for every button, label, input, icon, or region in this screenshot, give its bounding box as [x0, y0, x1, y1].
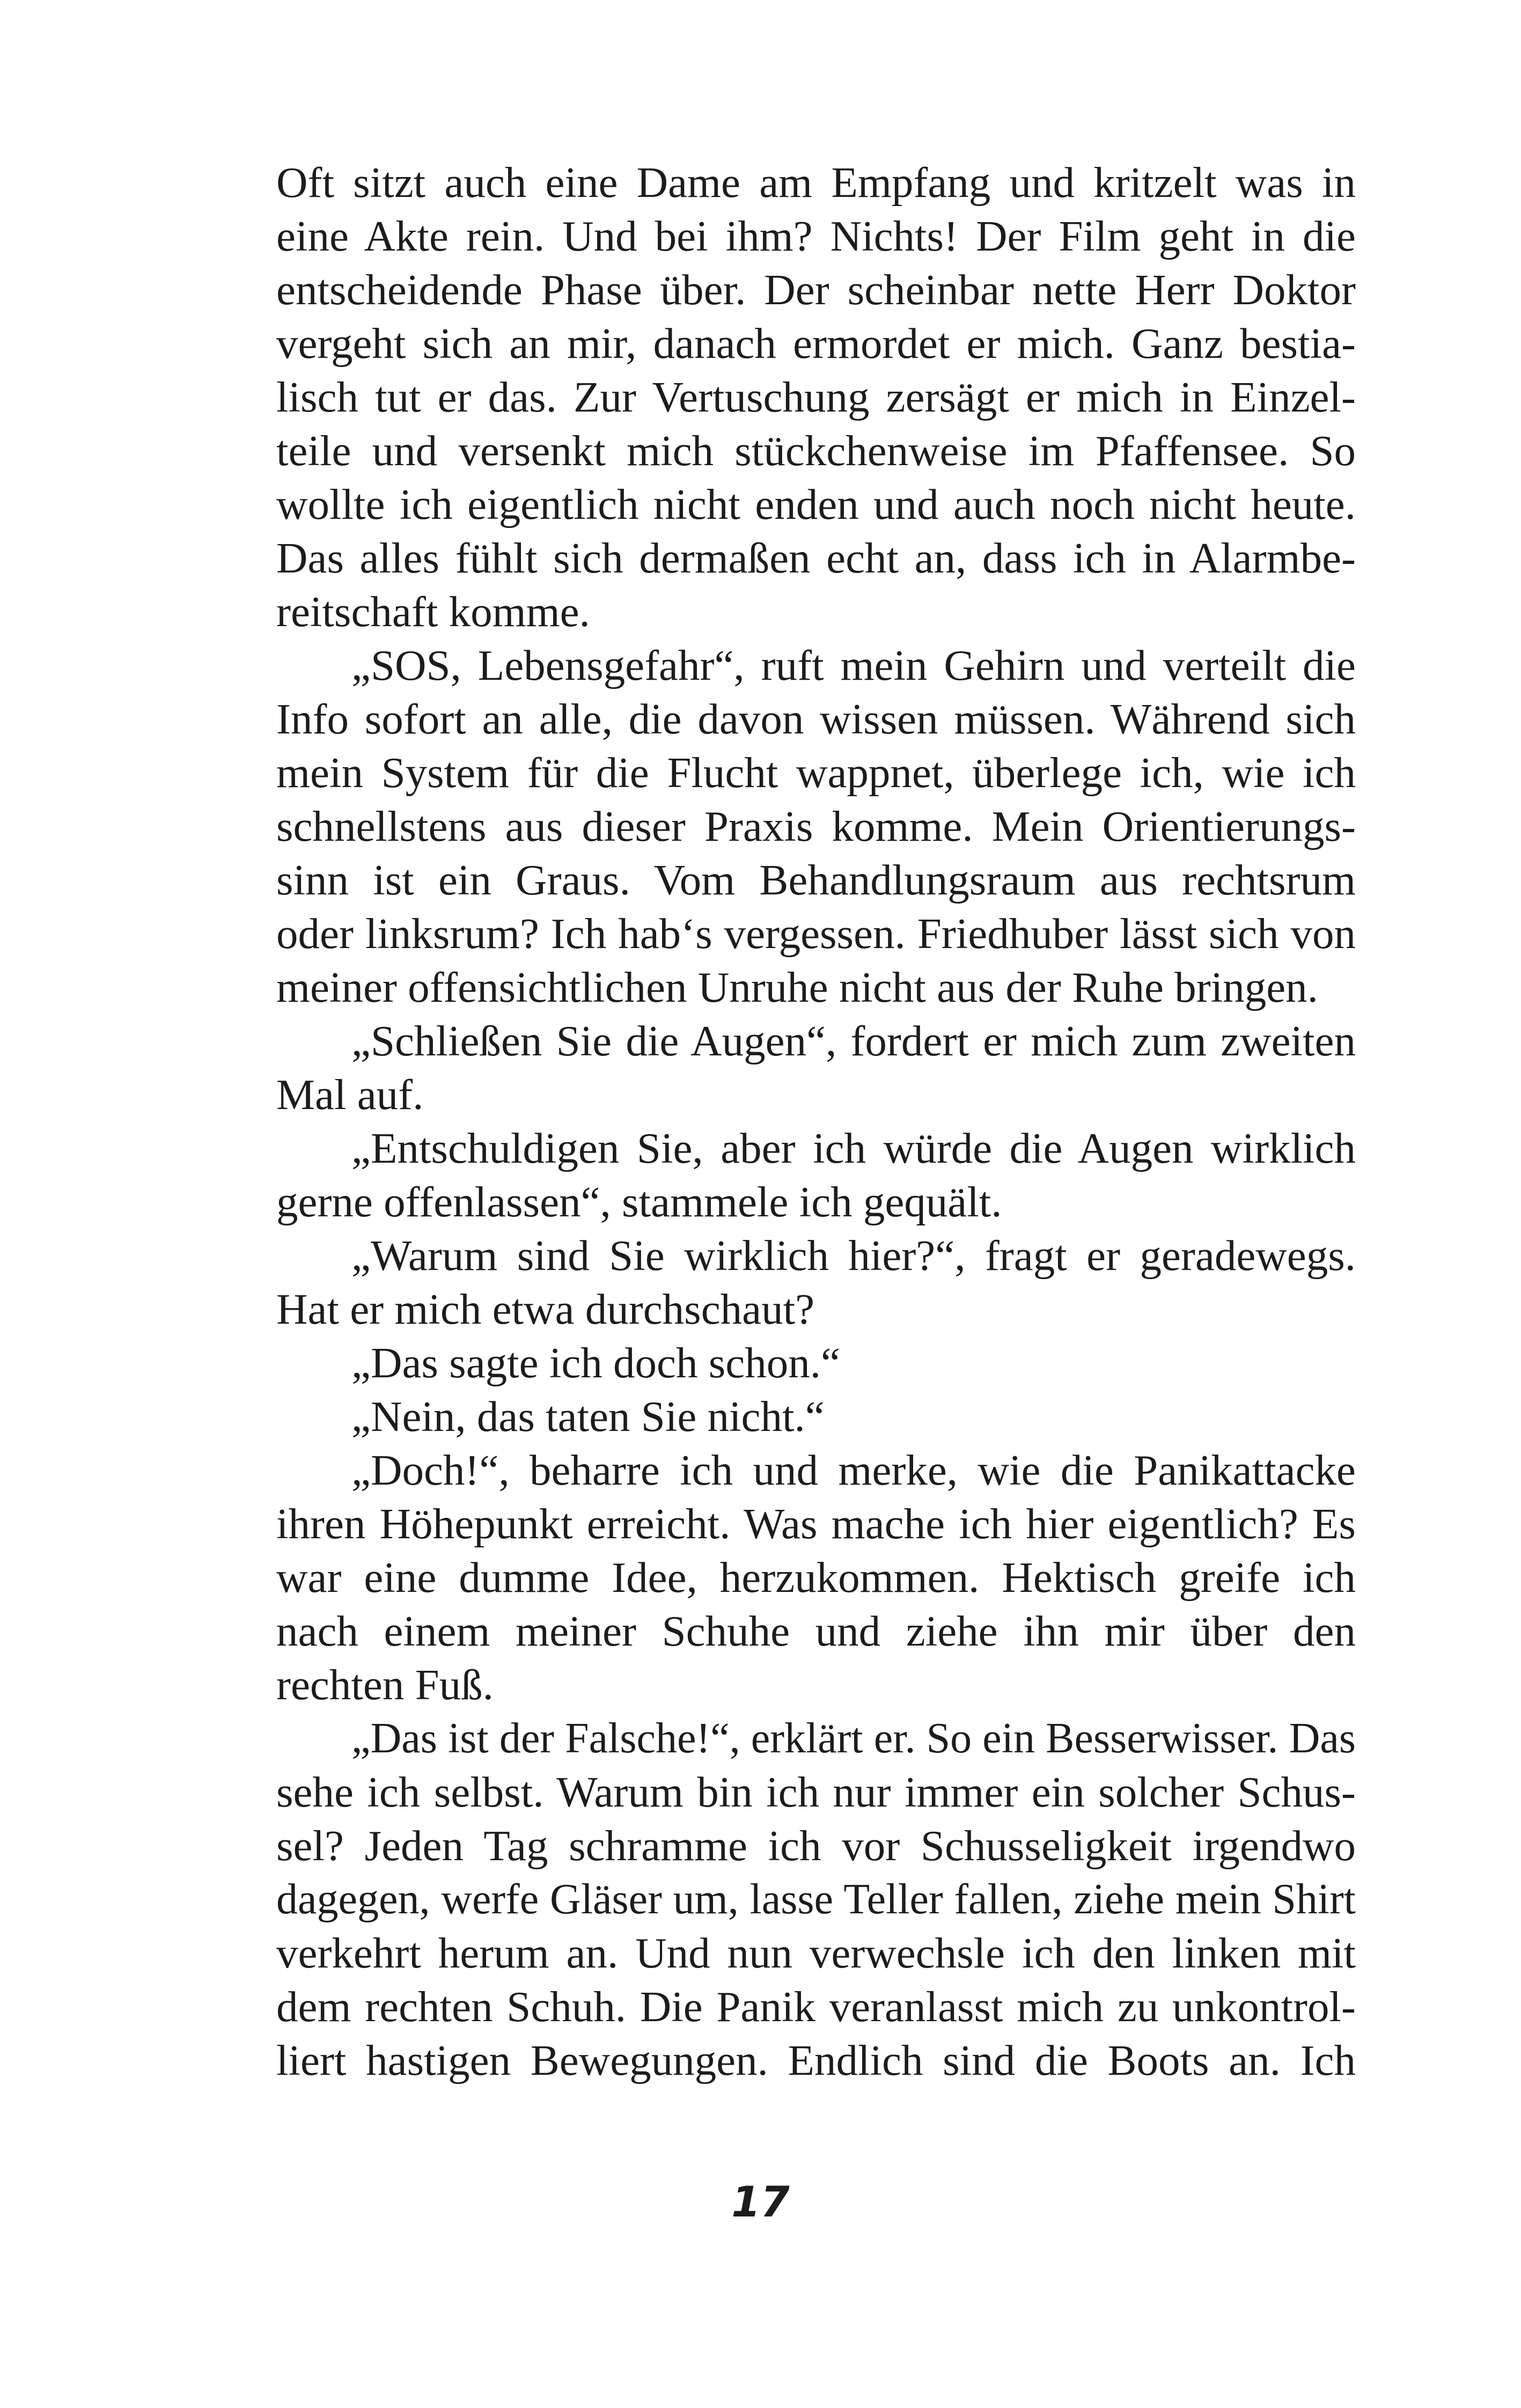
text-line: rechten Fuß.: [276, 1661, 494, 1709]
text-line: vergeht sich an mir, danach ermordet er mich. Ganz bestia-: [276, 319, 1356, 368]
text-line: „Nein, das taten Sie nicht.“: [351, 1392, 825, 1441]
text-line: eine Akte rein. Und bei ihm? Nichts! Der Film geht in die: [276, 212, 1356, 260]
text-line: „Warum sind Sie wirklich hier?“, fragt er geradewegs.: [351, 1231, 1356, 1280]
text-line: nach einem meiner Schuhe und ziehe ihn mir über den: [276, 1607, 1356, 1655]
text-line: reitschaft komme.: [276, 588, 590, 636]
book-page-body: [276, 156, 1356, 2087]
text-line: Info sofort an alle, die davon wissen müssen. Während sich: [276, 695, 1356, 743]
text-line: liert hastigen Bewegungen. Endlich sind die Boots an. Ich: [276, 2036, 1356, 2084]
text-line: dagegen, werfe Gläser um, lasse Teller fallen, ziehe mein Shirt: [276, 1876, 1356, 1923]
text-line: „Entschuldigen Sie, aber ich würde die Augen wirklich: [351, 1124, 1356, 1172]
page-number: 17: [731, 2178, 790, 2227]
text-line: „Schließen Sie die Augen“, fordert er mich zum zweiten: [351, 1017, 1356, 1065]
text-line: schnellstens aus dieser Praxis komme. Mein Orientierungs-: [276, 802, 1356, 850]
text-line: oder linksrum? Ich hab‘s vergessen. Friedhuber lässt sich von: [276, 909, 1356, 958]
text-line: Oft sitzt auch eine Dame am Empfang und kritzelt was in: [276, 158, 1356, 207]
text-line: „Doch!“, beharre ich und merke, wie die Panikattacke: [351, 1446, 1356, 1494]
text-line: „Das sagte ich doch schon.“: [351, 1339, 840, 1387]
text-line: verkehrt herum an. Und nun verwechsle ich den linken mit: [276, 1929, 1356, 1977]
text-line: meiner offensichtlichen Unruhe nicht aus der Ruhe bringen.: [276, 963, 1318, 1011]
text-line: sel? Jeden Tag schramme ich vor Schusseligkeit irgendwo: [276, 1822, 1356, 1870]
text-line: Das alles fühlt sich dermaßen echt an, dass ich in Alarmbe-: [276, 534, 1356, 582]
text-line: Hat er mich etwa durchschaut?: [276, 1285, 815, 1333]
text-line: dem rechten Schuh. Die Panik veranlasst mich zu unkontrol-: [276, 1983, 1356, 2031]
text-line: lisch tut er das. Zur Vertuschung zersägt er mich in Einzel-: [276, 373, 1356, 421]
text-line: wollte ich eigentlich nicht enden und auch noch nicht heute.: [276, 480, 1356, 528]
text-line: „SOS, Lebensgefahr“, ruft mein Gehirn und verteilt die: [351, 641, 1356, 689]
text-line: teile und versenkt mich stückchenweise im Pfaffensee. So: [276, 427, 1356, 475]
text-line: mein System für die Flucht wappnet, überlege ich, wie ich: [276, 748, 1356, 797]
text-line: entscheidende Phase über. Der scheinbar nette Herr Doktor: [276, 266, 1356, 314]
text-line: sehe ich selbst. Warum bin ich nur immer ein solcher Schus-: [276, 1768, 1356, 1816]
text-line: war eine dumme Idee, herzukommen. Hektisch greife ich: [276, 1553, 1356, 1602]
text-line: ihren Höhepunkt erreicht. Was mache ich hier eigentlich? Es: [276, 1500, 1356, 1548]
text-line: „Das ist der Falsche!“, erklärt er. So ein Besserwisser. Das: [351, 1715, 1356, 1762]
text-line: Mal auf.: [276, 1070, 424, 1119]
text-line: sinn ist ein Graus. Vom Behandlungsraum aus rechtsrum: [276, 856, 1356, 904]
text-line: gerne offenlassen“, stammele ich gequält.: [276, 1178, 1002, 1226]
